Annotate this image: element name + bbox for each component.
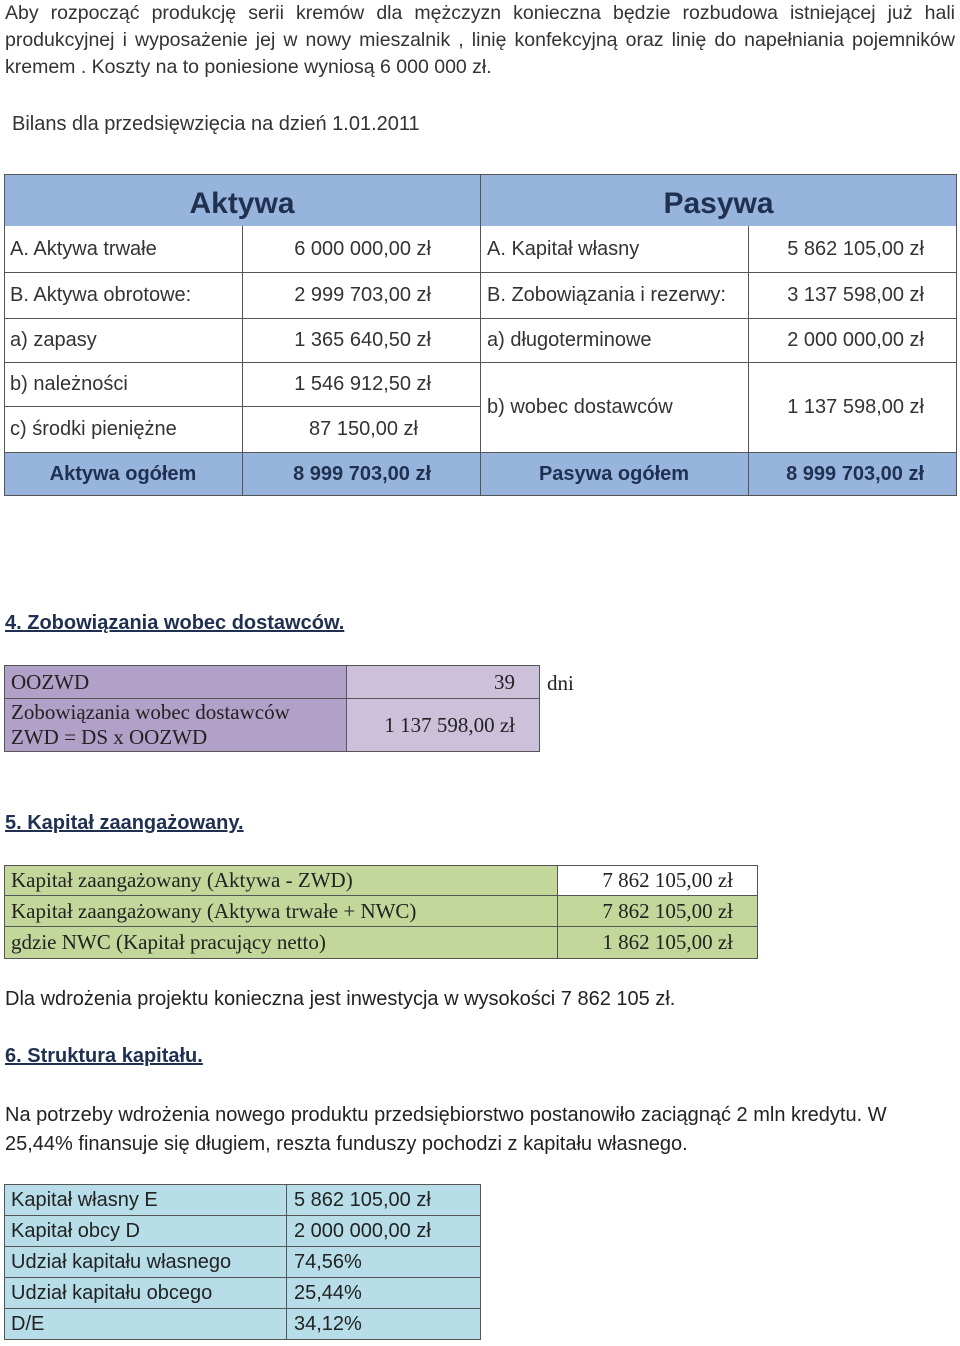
sk-row-5-value: 34,12% [286, 1308, 481, 1340]
row-kapital-wlasny-value: 5 862 105,00 zł [787, 237, 924, 260]
sk-row-5-label: D/E [4, 1308, 287, 1340]
grid-line [480, 174, 481, 496]
row-wobec-dostawcow-value: 1 137 598,00 zł [787, 395, 924, 418]
row-naleznosci-label: b) należności [10, 372, 128, 395]
aktywa-header: Aktywa [4, 174, 480, 226]
intro-paragraph: Aby rozpocząć produkcję serii kremów dla mężczyzn konieczna będzie rozbudowa istniejącej już hali produkcyjnej i wyposażenie jej w nowy mieszalnik , linię konfekcyjną oraz linię do napełniania pojemników kremem . Koszty na to poniesione wyniosą 6 000 000 zł. [5, 2, 955, 78]
section-4-heading: 4. Zobowiązania wobec dostawców. [5, 612, 345, 634]
grid-line [748, 226, 749, 496]
struktura-kapitalu-table [4, 1184, 481, 1340]
row-wobec-dostawcow-label: b) wobec dostawców [487, 395, 673, 418]
zwd-label-line2: ZWD = DS x OOZWD [11, 725, 208, 749]
oozwd-value: 39 [347, 666, 539, 699]
row-aktywa-obrotowe-label: B. Aktywa obrotowe: [10, 283, 192, 306]
total-pasywa-value: 8 999 703,00 zł [748, 452, 957, 496]
section-6-paragraph: Na potrzeby wdrożenia nowego produktu przedsiębiorstwo postanowiło zaciągnąć 2 mln kredytu. W 25,44% finansuje się długiem, reszta funduszy pochodzi z kapitału własnego. [5, 1104, 887, 1155]
row-aktywa-trwale-value: 6 000 000,00 zł [294, 237, 431, 260]
kapital-zaangazowany-table [4, 865, 758, 959]
sk-row-3-value: 74,56% [286, 1246, 481, 1278]
oozwd-label: OOZWD [5, 666, 347, 699]
row-srodki-pieniezne-label: c) środki pieniężne [10, 417, 177, 440]
sk-row-1-label: Kapitał własny E [4, 1184, 287, 1216]
kz-row-1-value: 7 862 105,00 zł [557, 865, 758, 896]
oozwd-unit: dni [547, 671, 574, 695]
row-srodki-pieniezne-value: 87 150,00 zł [309, 417, 418, 440]
kz-row-2-label: Kapitał zaangażowany (Aktywa trwałe + NWC) [4, 895, 558, 927]
zwd-label-line1: Zobowiązania wobec dostawców [11, 700, 290, 724]
section-6-heading: 6. Struktura kapitału. [5, 1045, 203, 1067]
row-naleznosci-value: 1 546 912,50 zł [294, 372, 431, 395]
pasywa-header: Pasywa [480, 174, 957, 226]
zwd-value: 1 137 598,00 zł [347, 699, 539, 751]
zwd-label [5, 699, 347, 751]
sk-row-1-value: 5 862 105,00 zł [286, 1184, 481, 1216]
bilans-title: Bilans dla przedsięwzięcia na dzień 1.01.2011 [12, 113, 420, 135]
row-dlugoterminowe-label: a) długoterminowe [487, 328, 652, 351]
grid-line [4, 174, 5, 496]
row-aktywa-trwale-label: A. Aktywa trwałe [10, 237, 157, 260]
kz-row-1-label: Kapitał zaangażowany (Aktywa - ZWD) [4, 865, 558, 896]
sk-row-2-value: 2 000 000,00 zł [286, 1215, 481, 1247]
row-zobowiazania-value: 3 137 598,00 zł [787, 283, 924, 306]
sk-row-2-label: Kapitał obcy D [4, 1215, 287, 1247]
row-kapital-wlasny-label: A. Kapitał własny [487, 237, 640, 260]
row-aktywa-obrotowe-value: 2 999 703,00 zł [294, 283, 431, 306]
row-zapasy-label: a) zapasy [10, 328, 97, 351]
section-5-heading: 5. Kapitał zaangażowany. [5, 812, 244, 834]
row-dlugoterminowe-value: 2 000 000,00 zł [787, 328, 924, 351]
zwd-table [4, 665, 540, 752]
sk-row-3-label: Udział kapitału własnego [4, 1246, 287, 1278]
row-zapasy-value: 1 365 640,50 zł [294, 328, 431, 351]
grid-line [242, 226, 243, 496]
sk-row-4-label: Udział kapitału obcego [4, 1277, 287, 1309]
balance-sheet-table [4, 174, 957, 496]
total-aktywa-label: Aktywa ogółem [4, 452, 242, 496]
total-aktywa-value: 8 999 703,00 zł [242, 452, 480, 496]
kz-row-2-value: 7 862 105,00 zł [557, 895, 758, 927]
grid-line [956, 174, 957, 496]
investment-conclusion: Dla wdrożenia projektu konieczna jest inwestycja w wysokości 7 862 105 zł. [5, 988, 676, 1010]
kz-row-3-label: gdzie NWC (Kapitał pracujący netto) [4, 926, 558, 959]
total-pasywa-label: Pasywa ogółem [480, 452, 748, 496]
sk-row-4-value: 25,44% [286, 1277, 481, 1309]
kz-row-3-value: 1 862 105,00 zł [557, 926, 758, 959]
row-zobowiazania-label: B. Zobowiązania i rezerwy: [487, 283, 726, 306]
